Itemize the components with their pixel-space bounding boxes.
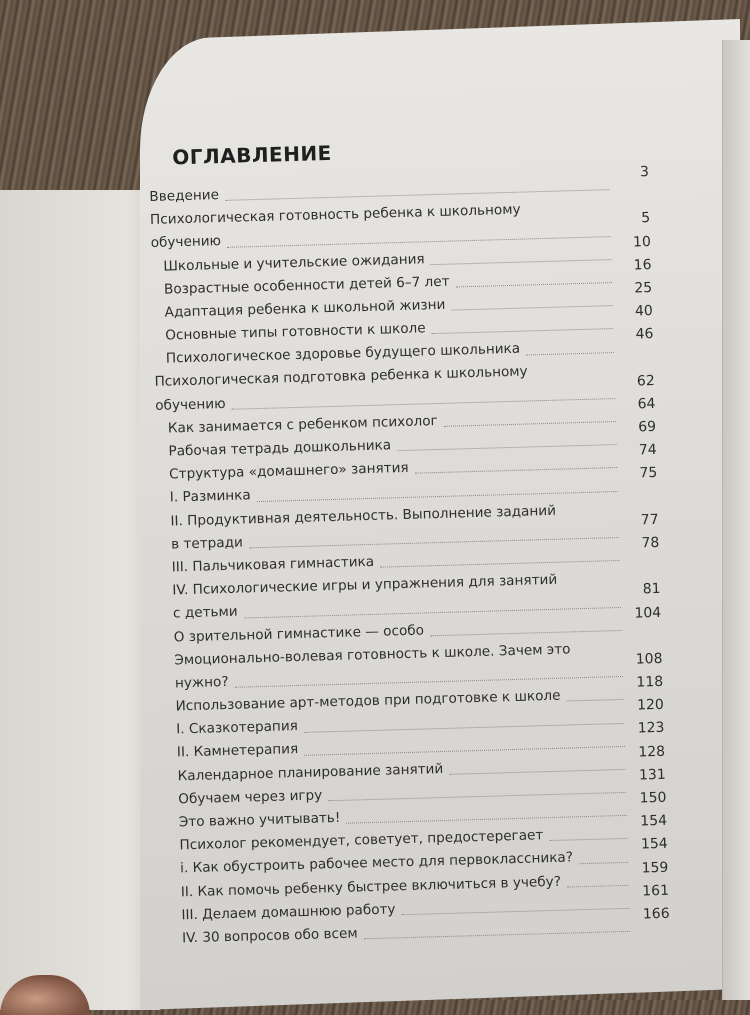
toc-entry-label: с детьми: [172, 604, 238, 622]
dot-leader: [526, 352, 614, 355]
toc-entry-page-number: 75: [639, 465, 658, 482]
toc-entry-page-number: 40: [634, 303, 654, 320]
toc-entry-label: Рабочая тетрадь дошкольника: [168, 437, 392, 460]
toc-entry-page-number: 161: [642, 882, 670, 900]
toc-entry-label: III. Делаем домашнюю работу: [181, 901, 396, 924]
toc-entry-page-number: 154: [640, 813, 668, 830]
toc-entry-page-number: 16: [633, 256, 652, 274]
toc-entry-label: Это важно учитывать!: [178, 809, 341, 831]
toc-entry-label: Введение: [149, 187, 220, 205]
next-page-edge: [722, 40, 750, 1000]
toc-entry-label: IV. Психологические игры и упражнения для занятий: [172, 571, 558, 599]
toc-entry-page-number: 25: [634, 279, 653, 297]
dot-leader: [456, 282, 612, 287]
toc-entry-label: Психологическая готовность ребенка к школьному: [149, 201, 521, 229]
toc-entry-page-number: 10: [632, 233, 652, 251]
toc-entry-label: Психологическая подготовка ребенка к школьному: [154, 363, 528, 391]
toc-entry-label: I. Сказкотерапия: [176, 718, 299, 738]
dot-leader: [430, 630, 622, 636]
dot-leader: [402, 908, 630, 915]
dot-leader: [415, 467, 617, 474]
toc-entry-page-number: 62: [636, 372, 655, 390]
toc-entry-page-number: 154: [640, 836, 668, 853]
toc-entry-label: Структура «домашнего» занятия: [168, 460, 409, 483]
toc-title: ОГЛАВЛЕНИЕ: [171, 140, 333, 170]
dot-leader: [449, 769, 625, 775]
toc-entry-label: нужно?: [174, 673, 229, 692]
toc-entry-label: Обучаем через игру: [178, 787, 323, 808]
dot-leader: [431, 259, 612, 265]
toc-entry-label: Психолог рекомендует, советует, предостерегает: [179, 827, 544, 854]
toc-entry-label: Календарное планирование занятий: [177, 760, 444, 785]
toc-list: [149, 164, 670, 951]
toc-entry-label: обучению: [150, 233, 222, 252]
toc-entry-label: Адаптация ребенка к школьной жизни: [164, 296, 446, 321]
toc-entry-label: i. Как обустроить рабочее место для первоклассника?: [179, 849, 574, 877]
left-book-page: [0, 190, 160, 1010]
toc-entry-page-number: 120: [636, 697, 665, 714]
toc-entry-page-number: 78: [641, 534, 660, 552]
toc-entry-label: IV. 30 вопросов обо всем: [181, 925, 358, 947]
toc-entry-page-number: 64: [637, 395, 656, 413]
toc-entry-label: II. Продуктивная деятельность. Выполнение заданий: [170, 502, 557, 530]
toc-entry-page-number: 81: [642, 581, 661, 598]
toc-entry-label: Эмоционально-волевая готовность к школе. Зачем это: [174, 641, 571, 669]
toc-entry-label: Возрастные особенности детей 6–7 лет: [163, 273, 450, 298]
toc-entry-page-number: 69: [637, 418, 657, 436]
toc-entry-label: Основные типы готовности к школе: [165, 320, 426, 344]
toc-entry-label: Школьные и учительские ожидания: [163, 250, 425, 275]
toc-entry-page-number: 74: [638, 442, 657, 459]
table-of-contents: [148, 132, 670, 951]
toc-entry-page-number: 104: [634, 604, 662, 622]
toc-entry-page-number: 118: [636, 673, 664, 691]
dot-leader: [380, 560, 620, 568]
dot-leader: [579, 861, 628, 863]
toc-entry-label: II. Камнетерапия: [176, 741, 299, 761]
toc-entry-page-number: 166: [642, 905, 670, 923]
dot-leader: [567, 885, 629, 888]
toc-entry-page-number: 123: [637, 720, 665, 738]
toc-entry-label: Как занимается с ребенком психолог: [167, 412, 438, 437]
toc-entry-page-number: 128: [638, 743, 666, 761]
toc-entry-label: обучению: [155, 395, 226, 414]
toc-entry-label: О зрительной гимнастике — особо: [173, 622, 425, 646]
dot-leader: [452, 305, 613, 310]
toc-entry-page-number: 108: [635, 650, 663, 668]
toc-entry-label: I. Разминка: [169, 487, 251, 506]
toc-entry-label: III. Пальчиковая гимнастика: [171, 553, 375, 576]
dot-leader: [364, 931, 630, 939]
toc-entry-page-number: 77: [640, 511, 659, 529]
toc-entry-label: Психологическое здоровье будущего школьника: [165, 340, 521, 367]
toc-entry-label: Использование арт-методов при подготовке к школе: [175, 687, 561, 715]
toc-entry-label: II. Как помочь ребенку быстрее включиться в учебу?: [180, 873, 562, 900]
toc-entry-page-number: 150: [639, 789, 667, 807]
toc-entry-label: в тетради: [170, 534, 244, 553]
dot-leader: [397, 444, 616, 451]
toc-entry-page-number: 3: [639, 164, 650, 181]
dot-leader: [432, 328, 614, 334]
toc-entry-page-number: 131: [638, 766, 666, 784]
toc-entry-page-number: 46: [635, 326, 654, 343]
dot-leader: [444, 421, 616, 427]
dot-leader: [549, 838, 627, 841]
dot-leader: [567, 699, 624, 702]
toc-entry-page-number: 5: [641, 210, 651, 227]
toc-entry-page-number: 159: [641, 859, 669, 877]
